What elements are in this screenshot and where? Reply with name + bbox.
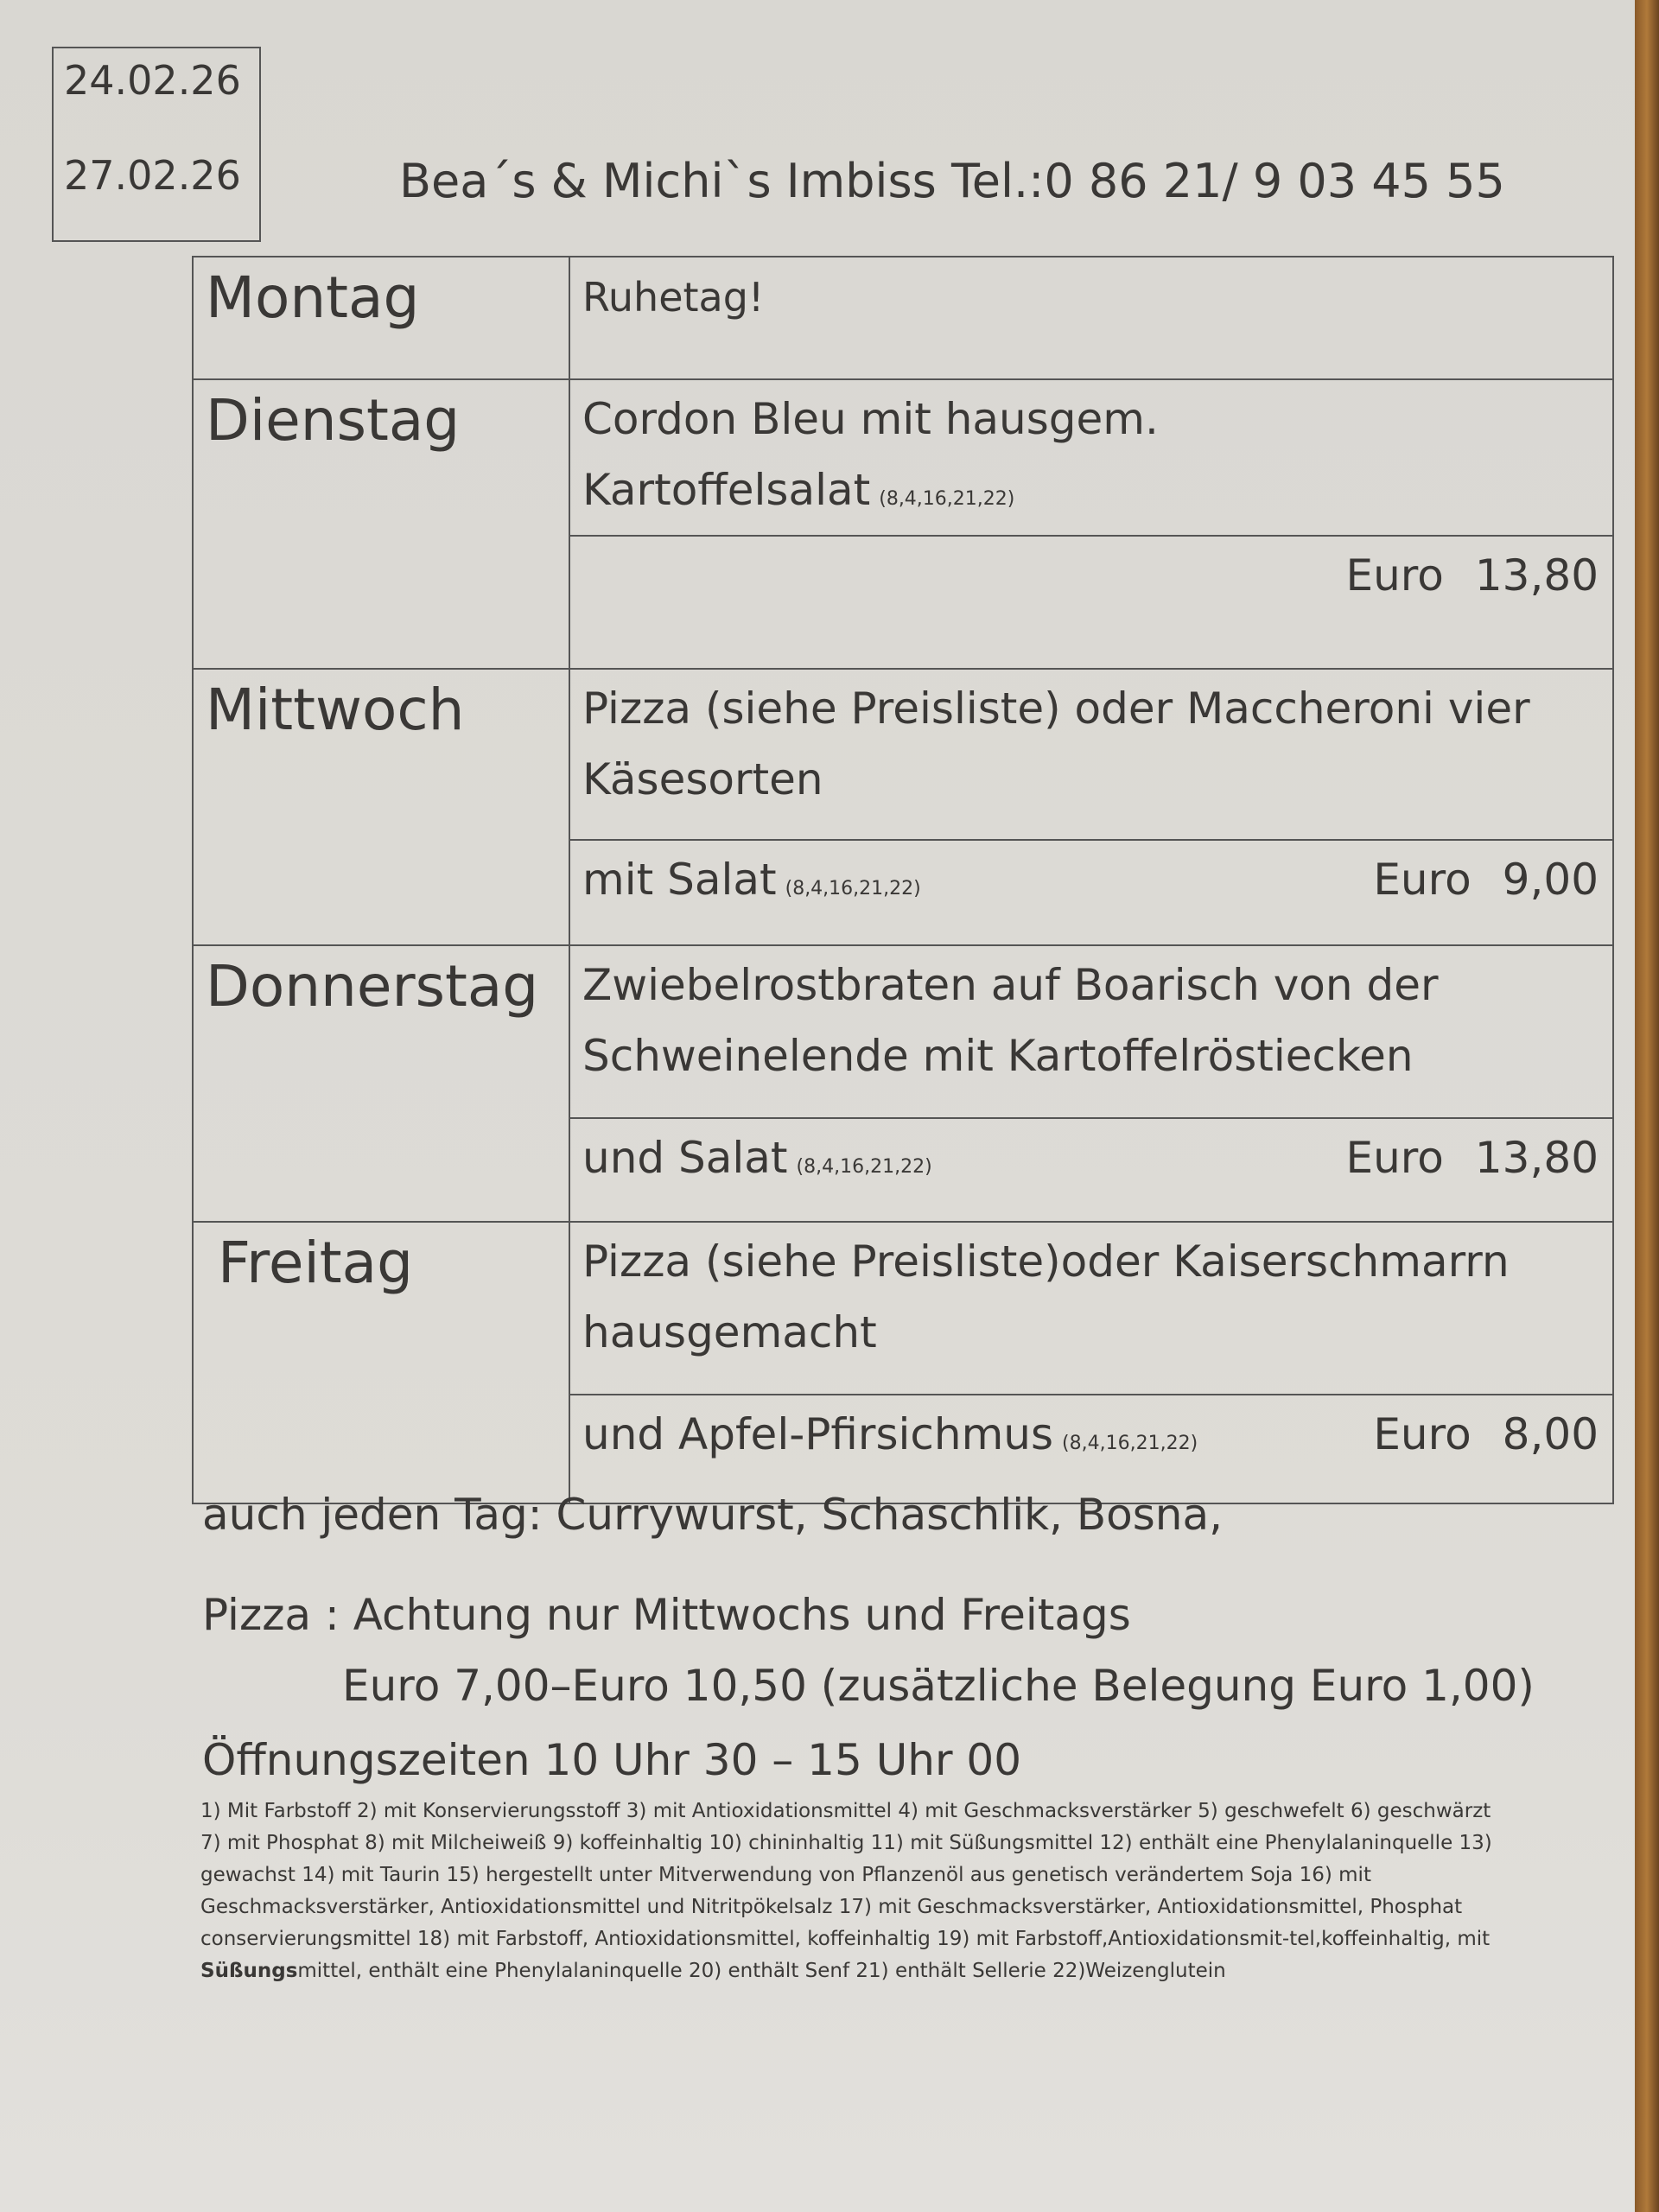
- side-text-wrap: [582, 1122, 932, 1203]
- price-value: 8,00: [1502, 1409, 1599, 1459]
- table-edge: [1635, 0, 1659, 2212]
- price-mittwoch: [1373, 844, 1599, 915]
- dish-text: Pizza (siehe Preisliste)oder Kaiserschmarrn hausgemacht: [582, 1236, 1510, 1357]
- menu-row-mittwoch: [193, 669, 1613, 840]
- pizza-price: Euro 7,00–Euro 10,50 (zusätzliche Belegung Euro 1,00): [342, 1661, 1535, 1711]
- legend-bold: Süßungs: [200, 1960, 298, 1982]
- dish-donnerstag: [569, 945, 1613, 1118]
- day-mittwoch: Mittwoch: [193, 669, 569, 945]
- side-text-wrap: [582, 1399, 1198, 1479]
- weekly-menu-table: [192, 256, 1614, 1504]
- currency: Euro: [1345, 1133, 1444, 1183]
- currency: Euro: [1373, 1409, 1471, 1459]
- dish-text: Cordon Bleu mit hausgem. Kartoffelsalat: [582, 394, 1159, 515]
- price-line: [582, 1122, 1599, 1203]
- date-box: [52, 47, 261, 242]
- day-dienstag: Dienstag: [193, 379, 569, 669]
- side-text: und Salat: [582, 1133, 788, 1183]
- price-cell-freitag: [569, 1395, 1613, 1503]
- legend-text-1: 1) Mit Farbstoff 2) mit Konservierungsstoff 3) mit Antioxidationsmittel 4) mit Geschmacksverstärker 5) geschwefelt 6) geschwärzt 7) mit Phosphat 8) mit Milcheiweiß 9) koffeinhaltig 10) chininhaltig 11) mit Süßungsmittel 12) enthält eine Phenylalaninquelle 13) gewachst 14) mit Taurin 15) hergestellt unter Mitverwendung von Pflanzenöl aus genetisch verändertem Soja 16) mit Geschmacksverstärker, Antioxidationsmittel und Nitritpökelsalz 17) mit Geschmacksverstärker, Antioxidationsmittel, Phosphat conservierungsmittel 18) mit Farbstoff, Antioxidationsmittel, koffeinhaltig 19) mit Farbstoff,Antioxidationsmit-tel,koffeinhaltig, mit: [200, 1800, 1492, 1950]
- allergen-codes: (8,4,16,21,22): [879, 488, 1015, 510]
- dish-text: Ruhetag!: [582, 274, 765, 321]
- price-freitag: [1373, 1399, 1599, 1470]
- price-dienstag: [1346, 540, 1599, 611]
- dish-mittwoch: [569, 669, 1613, 840]
- price-donnerstag: [1346, 1122, 1599, 1193]
- price-value: 13,80: [1474, 1133, 1599, 1183]
- day-freitag: Freitag: [193, 1222, 569, 1503]
- side-text-wrap: [582, 844, 921, 925]
- allergen-codes: (8,4,16,21,22): [785, 878, 921, 899]
- dish-text: Pizza (siehe Preisliste) oder Maccheroni vier Käsesorten: [582, 683, 1530, 804]
- opening-hours: Öffnungszeiten 10 Uhr 30 – 15 Uhr 00: [202, 1735, 1022, 1785]
- allergen-codes: (8,4,16,21,22): [796, 1156, 932, 1178]
- side-text: mit Salat: [582, 855, 777, 905]
- allergen-legend: [200, 1796, 1514, 1987]
- dish-dienstag: [569, 379, 1613, 536]
- day-donnerstag: Donnerstag: [193, 945, 569, 1222]
- menu-row-freitag: [193, 1222, 1613, 1395]
- dish-montag: [569, 257, 1613, 379]
- allergen-codes: (8,4,16,21,22): [1062, 1433, 1198, 1454]
- currency: Euro: [1345, 550, 1444, 601]
- price-cell-donnerstag: [569, 1118, 1613, 1222]
- pizza-note: Pizza : Achtung nur Mittwochs und Freitags: [202, 1590, 1131, 1640]
- restaurant-header: Bea´s & Michi`s Imbiss Tel.:0 86 21/ 9 03 45 55: [399, 154, 1505, 208]
- menu-row-montag: [193, 257, 1613, 379]
- menu-row-donnerstag: [193, 945, 1613, 1118]
- price-line: [582, 1399, 1599, 1479]
- date-from: 24.02.26: [64, 57, 241, 104]
- menu-row-dienstag: [193, 379, 1613, 536]
- dish-freitag: [569, 1222, 1613, 1395]
- price-cell-dienstag: [569, 536, 1613, 669]
- price-line: [582, 844, 1599, 925]
- legend-text-2: mittel, enthält eine Phenylalaninquelle 20) enthält Senf 21) enthält Sellerie 22)Weizenglutein: [297, 1960, 1226, 1982]
- price-value: 13,80: [1474, 550, 1599, 601]
- daily-specials: auch jeden Tag: Currywurst, Schaschlik, Bosna,: [202, 1490, 1224, 1540]
- price-line: [582, 540, 1599, 611]
- currency: Euro: [1373, 855, 1471, 905]
- dish-text: Zwiebelrostbraten auf Boarisch von der Schweinelende mit Kartoffelröstiecken: [582, 960, 1439, 1081]
- date-to: 27.02.26: [64, 152, 241, 199]
- side-text: und Apfel-Pfirsichmus: [582, 1409, 1054, 1459]
- price-value: 9,00: [1502, 855, 1599, 905]
- day-montag: Montag: [193, 257, 569, 379]
- price-cell-mittwoch: [569, 840, 1613, 945]
